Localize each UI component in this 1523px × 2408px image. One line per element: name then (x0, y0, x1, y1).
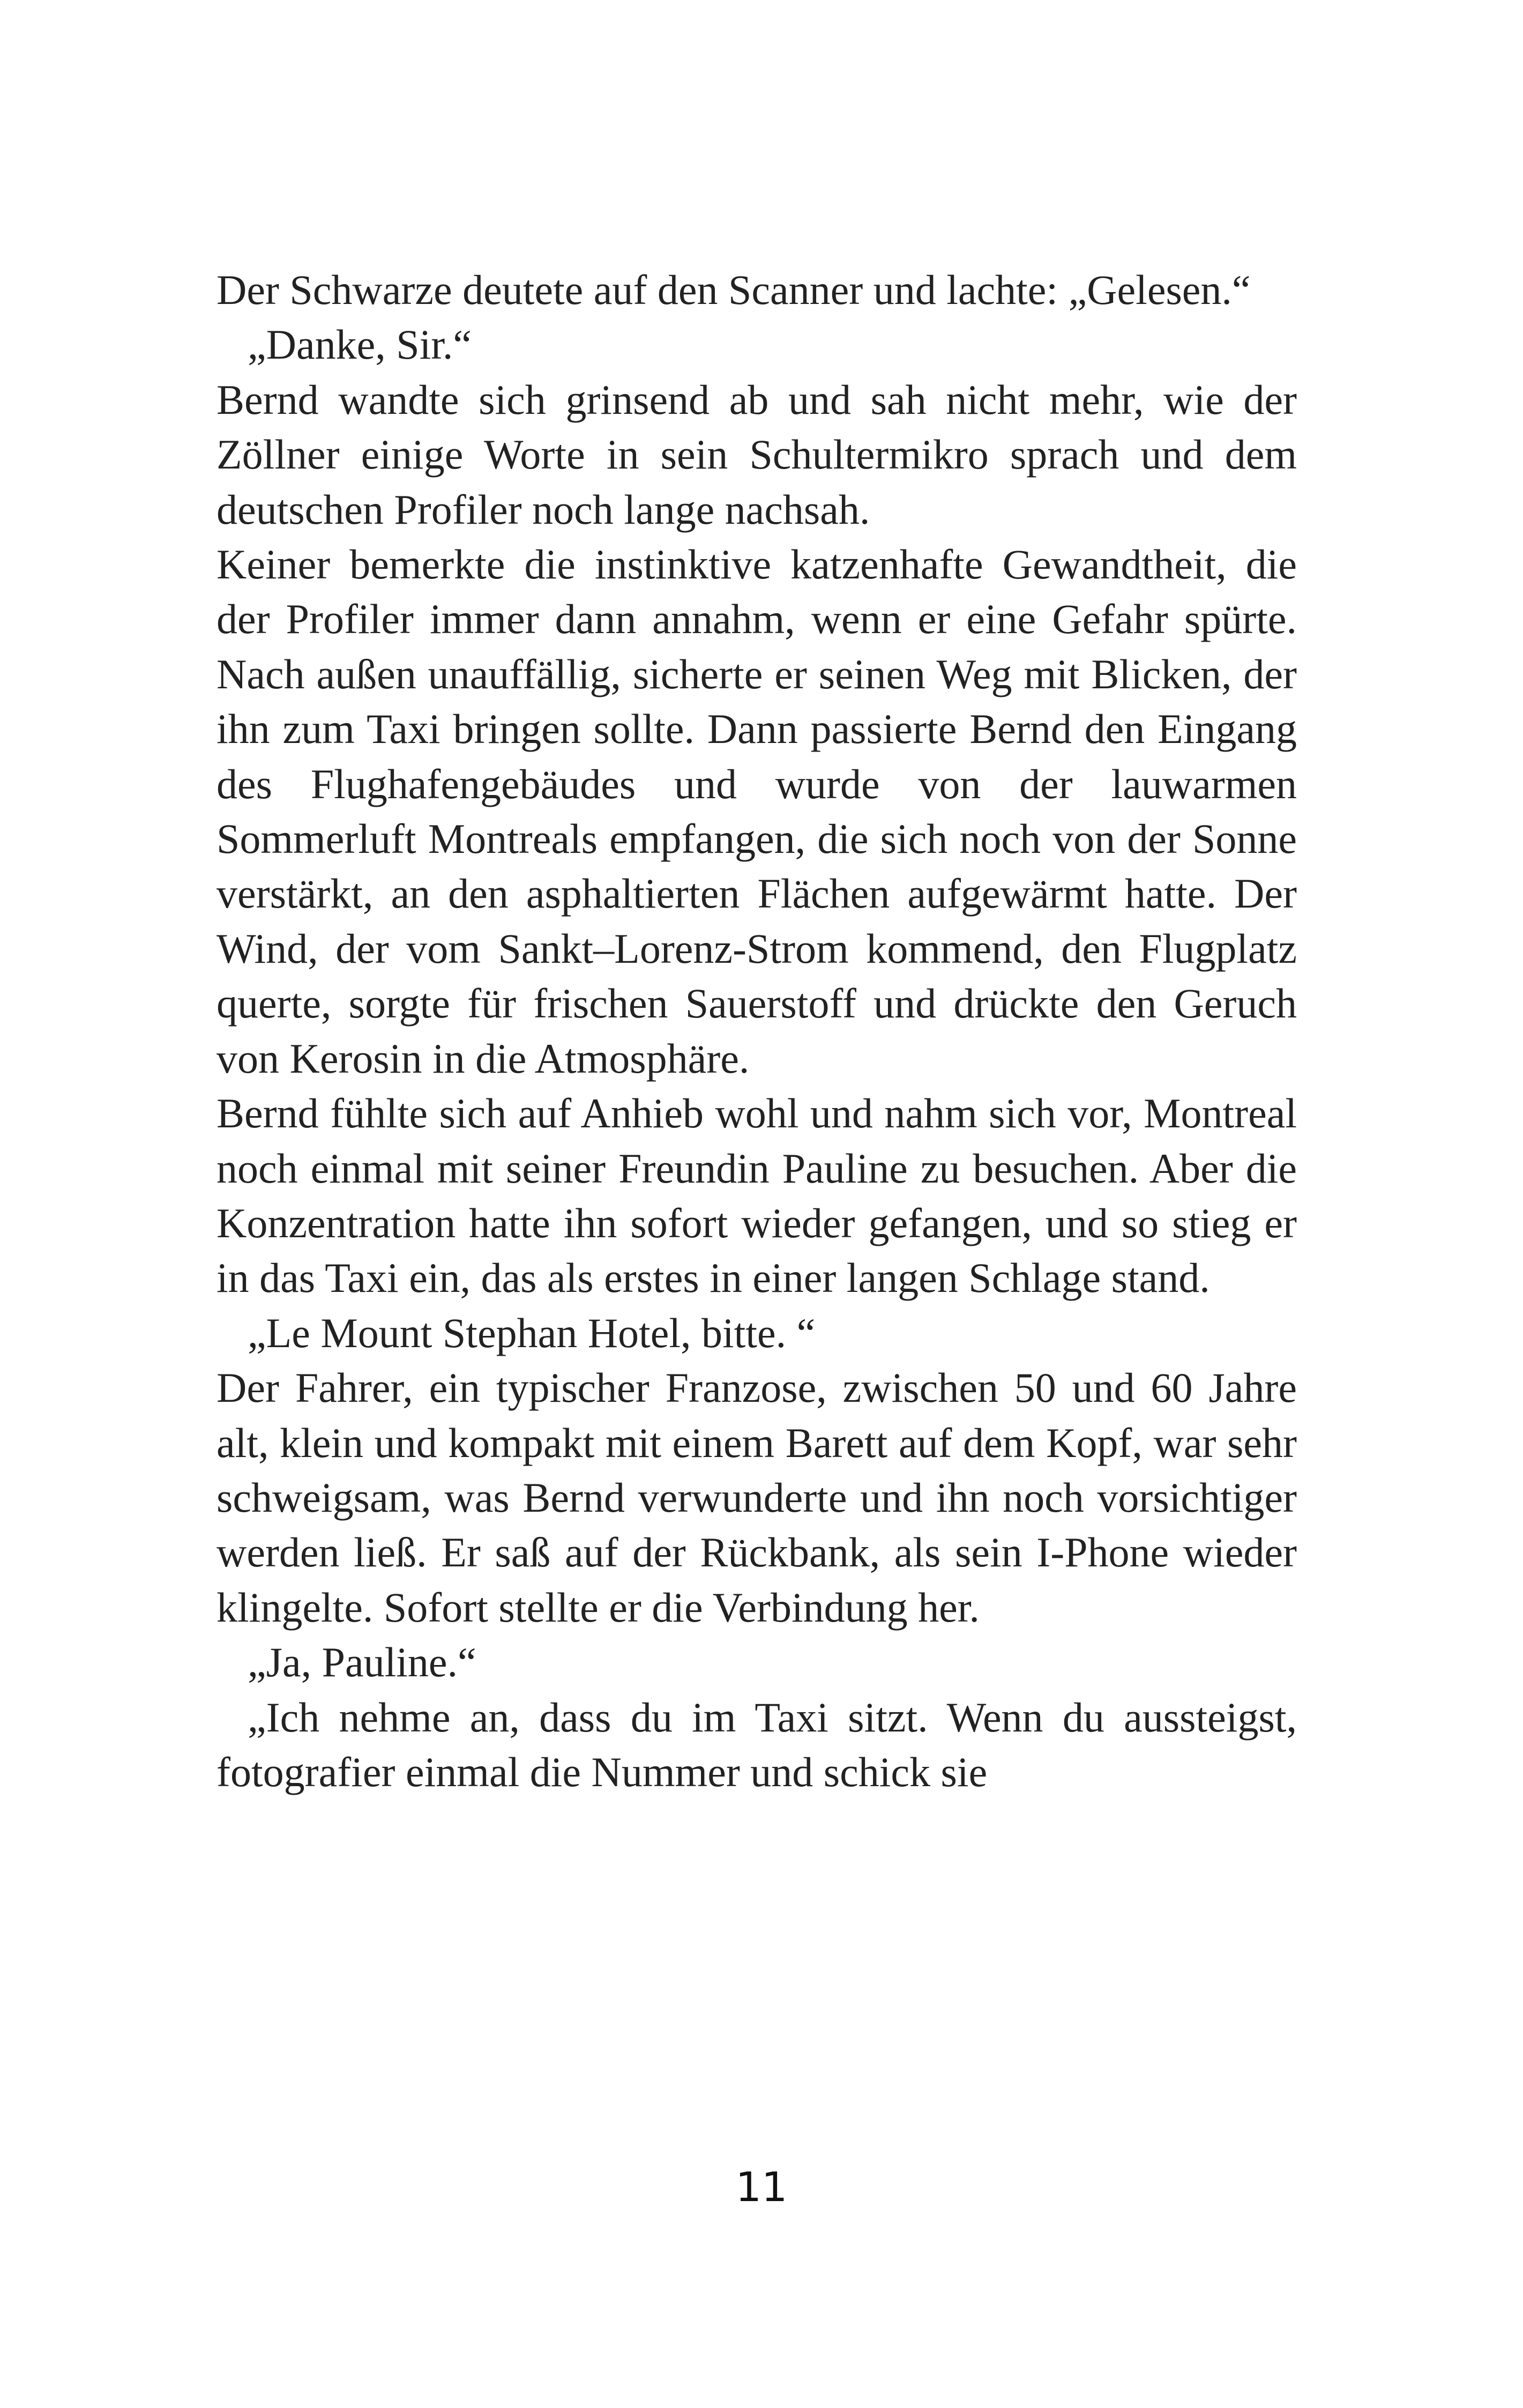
paragraph: Der Schwarze deutete auf den Scanner und lachte: „Gelesen.“ (216, 266, 1251, 313)
paragraph: Keiner bemerkte die instinktive katzenhafte Gewandtheit, die der Profiler immer dann annahm, wenn er eine Gefahr spürte. Nach außen unauffällig, sicherte er seinen Weg mit Blicken, der ihn zum Taxi bringen sollte. Dann passierte Bernd den Eingang des Flughafengebäudes und wurde von der lauwarmen Sommerluft Montreals empfangen, die sich noch von der Sonne verstärkt, an den asphaltierten Flächen aufgewärmt hatte. Der Wind, der vom Sankt–Lorenz-Strom kommend, den Flugplatz querte, sorgte für frischen Sauerstoff und drückte den Geruch von Kerosin in die Atmosphäre. (216, 541, 1297, 1082)
paragraph: Der Fahrer, ein typischer Franzose, zwischen 50 und 60 Jahre alt, klein und kompakt mit einem Barett auf dem Kopf, war sehr schweigsam, was Bernd verwunderte und ihn noch vorsichtiger werden ließ. Er saß auf der Rückbank, als sein I-Phone wieder klingelte. Sofort stellte er die Verbindung her. (216, 1364, 1297, 1631)
body-text (216, 263, 1297, 1800)
paragraph: „Le Mount Stephan Hotel, bitte. “ (248, 1309, 816, 1356)
paragraph: „Ja, Pauline.“ (248, 1639, 476, 1686)
paragraph: Bernd wandte sich grinsend ab und sah nicht mehr, wie der Zöllner einige Worte in sein Schultermikro sprach und dem deutschen Profiler noch lange nachsah. (216, 376, 1297, 533)
paragraph: „Ich nehme an, dass du im Taxi sitzt. Wenn du aussteigst, fotografier einmal die Nummer und schick sie (216, 1693, 1297, 1795)
paragraph: „Danke, Sir.“ (248, 321, 472, 368)
page-number: 11 (735, 2163, 788, 2211)
paragraph: Bernd fühlte sich auf Anhieb wohl und nahm sich vor, Montreal noch einmal mit seiner Freundin Pauline zu besuchen. Aber die Konzentration hatte ihn sofort wieder gefangen, und so stieg er in das Taxi ein, das als erstes in einer langen Schlage stand. (216, 1090, 1297, 1302)
